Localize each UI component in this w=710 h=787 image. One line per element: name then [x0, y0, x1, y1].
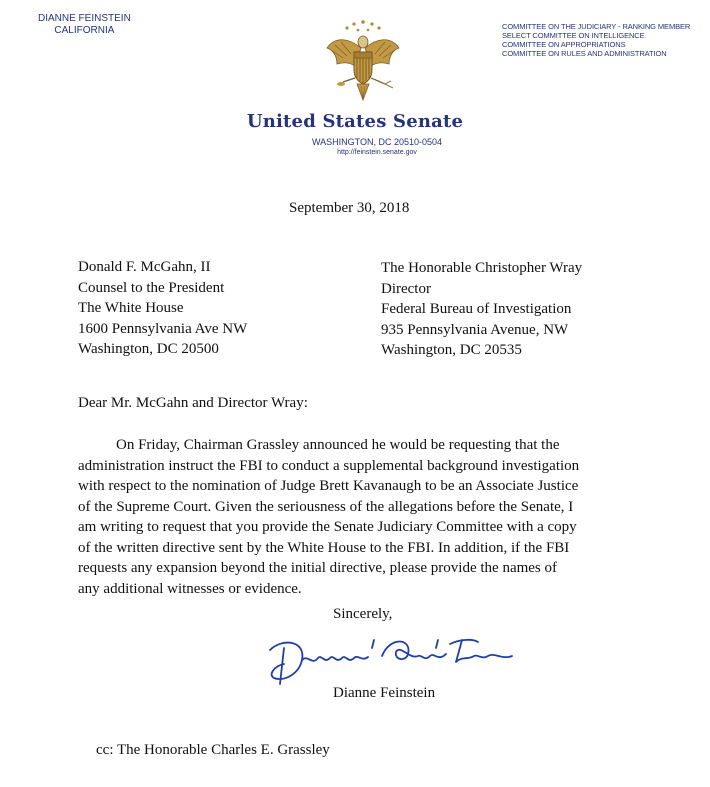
address-line: The White House [78, 300, 184, 316]
senate-url: http://feinstein.senate.gov [337, 149, 417, 156]
senate-title: United States Senate [246, 111, 464, 132]
sender-state: CALIFORNIA [54, 25, 115, 36]
handwritten-signature-icon [262, 630, 522, 686]
body-line: of the written directive sent by the White House to the FBI. In addition, if the FBI [78, 539, 570, 556]
body-line: administration instruct the FBI to conduct a supplemental background investigation [78, 457, 580, 474]
address-line: The Honorable Christopher Wray [381, 260, 583, 276]
address-line: Counsel to the President [78, 279, 225, 296]
recipient-address-left [78, 257, 247, 360]
committee-list [502, 22, 690, 58]
letter-date: September 30, 2018 [289, 200, 410, 216]
committee-item: COMMITTEE ON RULES AND ADMINISTRATION [502, 49, 667, 58]
closing: Sincerely, [333, 606, 393, 622]
recipient-address-right [381, 258, 582, 361]
address-line: Director [381, 280, 431, 297]
address-line: Washington, DC 20500 [78, 341, 219, 357]
committee-item: COMMITTEE ON THE JUDICIARY - RANKING MEMBER [502, 22, 691, 31]
address-line: Washington, DC 20535 [381, 342, 522, 358]
cc-line: cc: The Honorable Charles E. Grassley [96, 742, 330, 758]
address-line: Federal Bureau of Investigation [381, 301, 572, 317]
committee-item: SELECT COMMITTEE ON INTELLIGENCE [502, 31, 645, 40]
address-line: 935 Pennsylvania Avenue, NW [381, 321, 569, 338]
committee-item: COMMITTEE ON APPROPRIATIONS [502, 40, 626, 49]
senate-address: WASHINGTON, DC 20510-0504 [311, 137, 443, 147]
salutation: Dear Mr. McGahn and Director Wray: [78, 395, 308, 411]
body-line: On Friday, Chairman Grassley announced he would be requesting that the [116, 437, 560, 453]
body-line: with respect to the nomination of Judge Brett Kavanaugh to be an Associate Justice [78, 478, 579, 494]
senate-seal-icon [323, 18, 403, 106]
body-line: of the Supreme Court. Given the seriousness of the allegations before the Senate, I [78, 498, 574, 515]
body-line: any additional witnesses or evidence. [78, 580, 302, 597]
sender-name: DIANNE FEINSTEIN [38, 13, 131, 24]
sender-block [38, 13, 131, 37]
address-line: Donald F. McGahn, II [78, 259, 211, 275]
body-line: requests any expansion beyond the initial directive, please provide the names of [78, 560, 558, 576]
body-line: am writing to request that you provide the Senate Judiciary Committee with a copy [78, 519, 577, 535]
address-line: 1600 Pennsylvania Ave NW [78, 320, 248, 337]
signer-name: Dianne Feinstein [333, 685, 436, 701]
letter-body-paragraph [78, 435, 638, 599]
